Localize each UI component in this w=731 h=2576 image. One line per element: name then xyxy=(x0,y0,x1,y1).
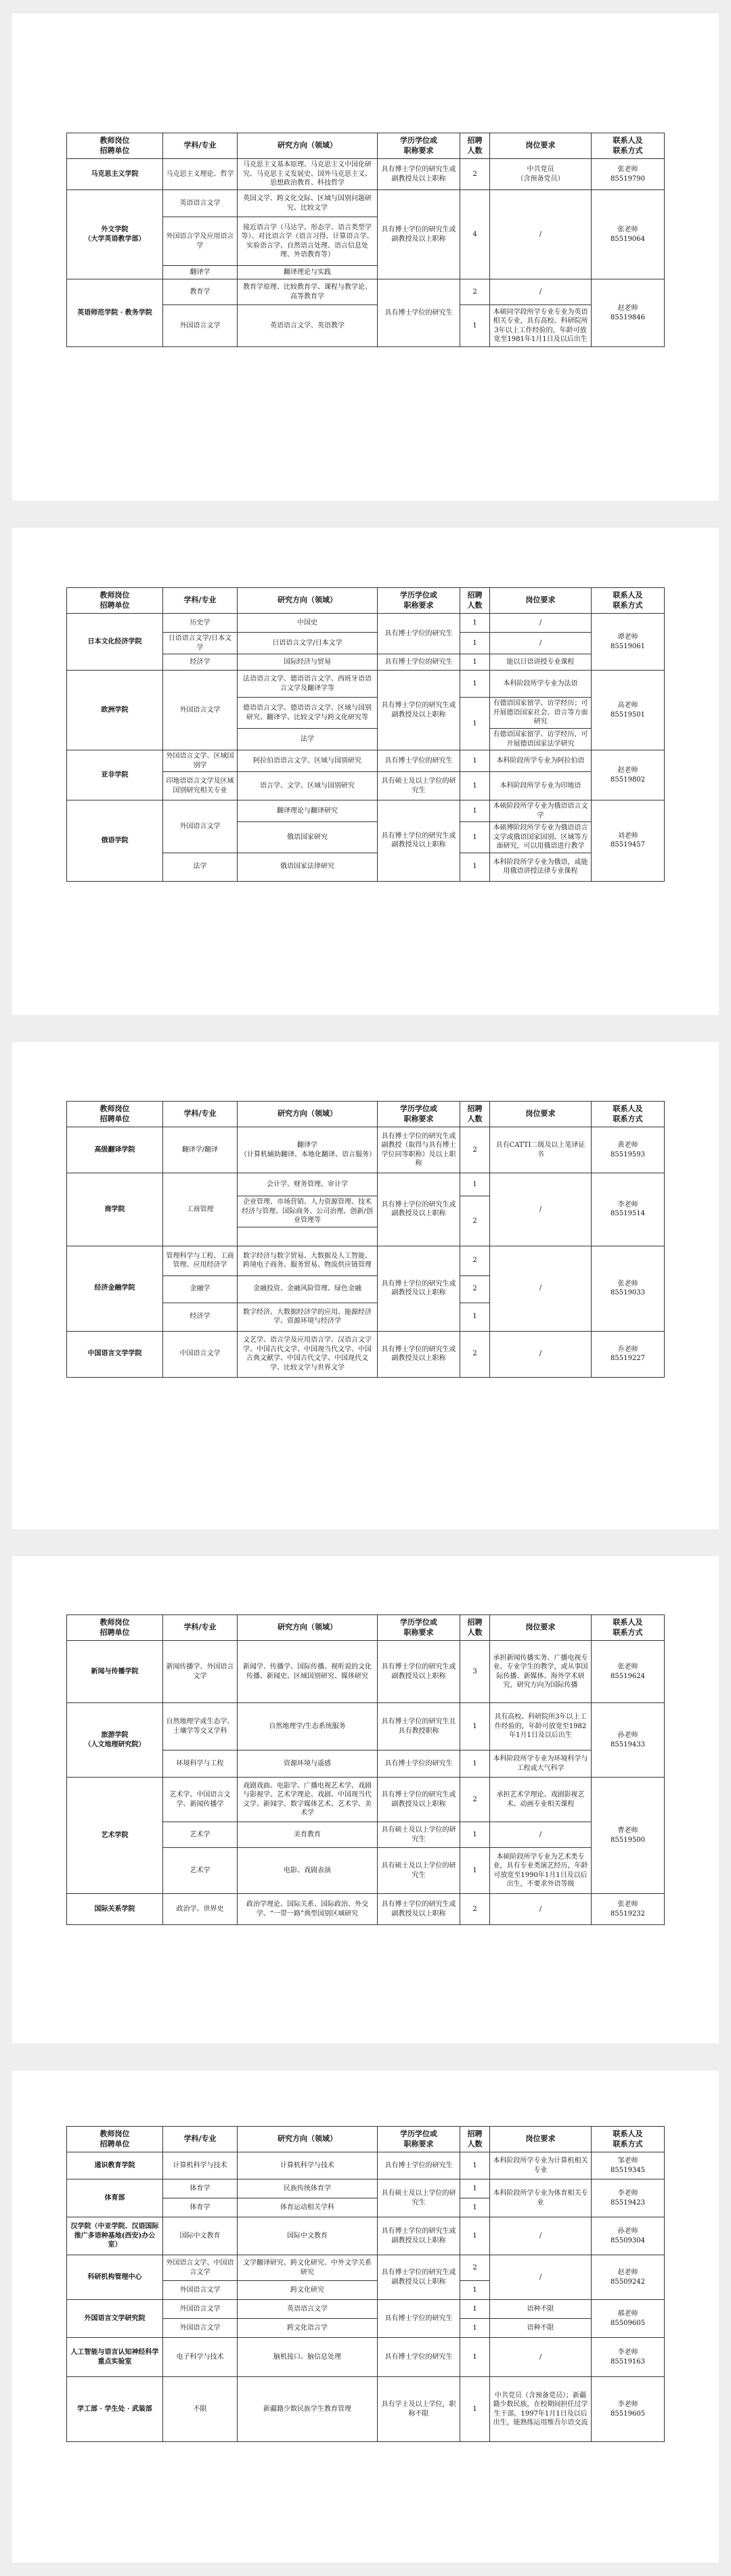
table-cell: 曹老师 85519500 xyxy=(592,1778,665,1894)
table-cell: 张老师 85519624 xyxy=(592,1641,665,1703)
table-cell: 具有博士学位的研究生或副教授及以上职称 xyxy=(378,671,460,750)
table-cell: 1 xyxy=(460,2338,490,2377)
table-row xyxy=(67,1703,665,1750)
table-cell: 张老师 85519033 xyxy=(592,1246,665,1331)
unit-cell: 商学院 xyxy=(67,1173,163,1246)
table-cell: 2 xyxy=(460,1894,490,1925)
table-cell: 体育学 xyxy=(163,2179,238,2198)
table-cell: 中国语言文学 xyxy=(163,1331,238,1377)
table-cell: 中共党员（含预备党员）；新疆籍少数民族，在校期间担任过学生干部，1997年1月1日及以后出生，能熟练运用维吾尔语交流 xyxy=(490,2377,592,2442)
table-cell: 黄老师 85519593 xyxy=(592,1127,665,1173)
table-cell: 本科阶段所学专业为计算机相关专业 xyxy=(490,2152,592,2179)
table-cell: 1 xyxy=(460,2179,490,2198)
table-cell: 翻译理论与翻译研究 xyxy=(238,800,378,822)
table-cell: 1 xyxy=(460,654,490,671)
table-cell: 本科阶段所学专业为阿拉伯语 xyxy=(490,750,592,772)
table-cell: 跨文化语言学 xyxy=(238,2319,378,2338)
table-cell: 1 xyxy=(460,671,490,698)
table-row xyxy=(67,2338,665,2377)
recruitment-table xyxy=(66,1101,665,1378)
table-cell: / xyxy=(490,633,592,654)
table-cell: 资源环境与遥感 xyxy=(238,1750,378,1778)
header-count: 招聘 人数 xyxy=(460,133,490,159)
table-cell: 1 xyxy=(460,772,490,800)
table-cell: 具有博士学位的研究生 xyxy=(378,1750,460,1778)
table-row xyxy=(67,800,665,822)
table-cell: / xyxy=(490,1894,592,1925)
header-requirement: 岗位要求 xyxy=(490,1615,592,1641)
table-row xyxy=(67,1331,665,1377)
table-cell: 德语语言文学、德语语言文学、区域与国别研究、翻译学、比较文学与跨文化研究等 xyxy=(238,698,378,729)
table-cell: 中国史 xyxy=(238,614,378,633)
table-cell: 日语语言文学/日本文学 xyxy=(163,633,238,654)
unit-cell: 俄语学院 xyxy=(67,800,163,882)
table-cell: 语种不限 xyxy=(490,2319,592,2338)
table-row xyxy=(67,1246,665,1275)
table-cell: 本科阶段所学专业为体育相关专业 xyxy=(490,2179,592,2217)
table-cell: 李老师 85519605 xyxy=(592,2377,665,2442)
document-page xyxy=(12,2071,719,2562)
table-cell: / xyxy=(490,279,592,305)
table-row xyxy=(67,1894,665,1925)
table-header-row xyxy=(67,133,665,159)
table-cell: 具有博士学位的研究生 xyxy=(378,614,460,654)
table-cell: 戏剧戏曲、电影学、广播电视艺术学、戏剧与影视学、艺术学理论、戏剧、中国现当代文学、新闻学、数字媒体艺术、艺术学、美术学 xyxy=(238,1778,378,1822)
header-contact: 联系人及 联系方式 xyxy=(592,2127,665,2152)
table-cell: 1 xyxy=(460,633,490,654)
unit-cell: 人工智能与语言认知神经科学重点实验室 xyxy=(67,2338,163,2377)
table-cell: 4 xyxy=(460,190,490,279)
table-cell: 外国语言文学 xyxy=(163,2281,238,2300)
table-cell: 经济学 xyxy=(163,654,238,671)
table-cell: 赵老师 85519802 xyxy=(592,750,665,800)
recruitment-table xyxy=(66,1614,665,1925)
recruitment-table xyxy=(66,133,665,347)
header-contact: 联系人及 联系方式 xyxy=(592,1615,665,1641)
table-row xyxy=(67,190,665,217)
table-cell: 1 xyxy=(460,614,490,633)
document-page xyxy=(12,1042,719,1529)
table-cell: 国际经济与贸易 xyxy=(238,654,378,671)
table-cell: 1 xyxy=(460,305,490,347)
table-cell: 2 xyxy=(460,1778,490,1822)
header-degree: 学历学位或 职称要求 xyxy=(378,1615,460,1641)
document-page xyxy=(12,1556,719,2043)
table-cell: 1 xyxy=(460,750,490,772)
header-requirement: 岗位要求 xyxy=(490,1102,592,1127)
table-cell: 法语语言文学、德语语言文学、西班牙语语言文学及翻译学等 xyxy=(238,671,378,698)
table-header-row xyxy=(67,588,665,614)
table-row xyxy=(67,1127,665,1173)
unit-cell: 外文学院 （大学英语教学部） xyxy=(67,190,163,279)
table-cell: 郝老师 85509605 xyxy=(592,2300,665,2338)
table-cell: 外国语言文学 xyxy=(163,305,238,347)
table-cell: 1 xyxy=(460,1303,490,1331)
table-cell: 1 xyxy=(460,1848,490,1894)
table-cell: 具有博士学位的研究生或副教授及以上职称 xyxy=(378,1641,460,1703)
table-cell: 具有博士学位的研究生或副教授及以上职称 xyxy=(378,2255,460,2300)
table-cell: 孙老师 85519433 xyxy=(592,1703,665,1778)
table-row xyxy=(67,1641,665,1703)
table-cell: 政治学理论、国际关系、国际政治、外交学、“一带一路”典型国别区域研究 xyxy=(238,1894,378,1925)
table-cell: 工商管理 xyxy=(163,1173,238,1246)
unit-cell: 体育部 xyxy=(67,2179,163,2217)
table-cell: 1 xyxy=(460,2217,490,2255)
table-cell: 本科阶段所学专业为法语 xyxy=(490,671,592,698)
table-cell: 政治学、世界史 xyxy=(163,1894,238,1925)
table-cell: / xyxy=(490,2217,592,2255)
table-cell: 具有博士学位的研究生 xyxy=(378,654,460,671)
table-row xyxy=(67,159,665,190)
table-cell: 具有博士学位的研究生 xyxy=(378,2300,460,2338)
table-cell: 英语语言文学、英语教学 xyxy=(238,305,378,347)
table-cell: 乔老师 85519227 xyxy=(592,1331,665,1377)
header-degree: 学历学位或 职称要求 xyxy=(378,588,460,614)
table-cell: 有德语国家留学、访学经历；可开展德语国家社会、语言等方面研究 xyxy=(490,698,592,729)
unit-cell: 外国语言文学研究院 xyxy=(67,2300,163,2338)
table-cell: 2 xyxy=(460,1196,490,1246)
header-subject: 学科/专业 xyxy=(163,1615,238,1641)
table-cell: 1 xyxy=(460,2300,490,2319)
table-cell: 1 xyxy=(460,2281,490,2300)
table-cell: 环境科学与工程 xyxy=(163,1750,238,1778)
table-cell: / xyxy=(490,614,592,633)
table-cell: 自然地理学/生态系统服务 xyxy=(238,1703,378,1750)
header-count: 招聘 人数 xyxy=(460,1102,490,1127)
table-cell: 1 xyxy=(460,800,490,822)
table-cell: 2 xyxy=(460,1246,490,1275)
header-research: 研究方向（领域） xyxy=(238,133,378,159)
table-row xyxy=(67,2377,665,2442)
recruitment-table xyxy=(66,2126,665,2442)
table-cell: 有德语国家留学、访学经历，可开展德语国家法学研究 xyxy=(490,729,592,750)
table-cell: 外国语言文学 xyxy=(163,2319,238,2338)
table-cell: 具有学士及以上学位，职称不限 xyxy=(378,2377,460,2442)
table-cell: 翻译学 xyxy=(163,266,238,279)
header-count: 招聘 人数 xyxy=(460,2127,490,2152)
table-cell: 1 xyxy=(460,822,490,853)
table-cell: 李老师 85519514 xyxy=(592,1173,665,1246)
table-cell: 历史学 xyxy=(163,614,238,633)
table-cell: 语言学、文学、区域与国别研究 xyxy=(238,772,378,800)
table-cell: 具有博士学位的研究生且具有教授职称 xyxy=(378,1703,460,1750)
table-row xyxy=(67,2179,665,2198)
header-unit: 教师岗位 招聘单位 xyxy=(67,1615,163,1641)
table-cell: 翻译学/翻译 xyxy=(163,1127,238,1173)
table-cell: 张老师 85519232 xyxy=(592,1894,665,1925)
table-cell: 中共党员 （含预备党员） xyxy=(490,159,592,190)
table-cell: 英语语言文学 xyxy=(163,190,238,217)
header-requirement: 岗位要求 xyxy=(490,133,592,159)
header-requirement: 岗位要求 xyxy=(490,588,592,614)
table-cell: 民族传统体育学 xyxy=(238,2179,378,2198)
table-cell: 具有博士学位的研究生或副教授及以上职称 xyxy=(378,1331,460,1377)
table-row xyxy=(67,2300,665,2319)
table-row xyxy=(67,2152,665,2179)
table-cell: 本硕阶段所学专业为俄语语言文学 xyxy=(490,800,592,822)
header-unit: 教师岗位 招聘单位 xyxy=(67,588,163,614)
table-cell: 具有博士学位的研究生或副教授及以上职称 xyxy=(378,1246,460,1331)
table-cell: 日语语言文学/日本文学 xyxy=(238,633,378,654)
table-cell: 张老师 85519064 xyxy=(592,190,665,279)
table-cell: 具有CATTI二级及以上笔译证书 xyxy=(490,1127,592,1173)
table-cell: 企业管理、市场营销、人力资源管理、技术经济与管理、国际商务、公司治理、创新/创业管理等 xyxy=(238,1196,378,1227)
unit-cell: 通识教育学院 xyxy=(67,2152,163,2179)
table-cell: 本硕博阶段所学专业为俄语语言文学或俄语国家国别、区域等方面研究，可以用俄语进行教学 xyxy=(490,822,592,853)
table-cell: / xyxy=(490,1822,592,1848)
table-row xyxy=(67,1173,665,1196)
table-cell: 脑机接口、脑信息处理 xyxy=(238,2338,378,2377)
table-header-row xyxy=(67,2127,665,2152)
table-cell: 具有博士学位的研究生 xyxy=(378,2338,460,2377)
table-cell: 印地语语言文学及区域国别研究相关专业 xyxy=(163,772,238,800)
table-cell: 马克思主义基本原理、马克思主义中国化研究、马克思主义发展史、国外马克思主义、思想政治教育、科技哲学 xyxy=(238,159,378,190)
table-cell: 英语语言文学 xyxy=(238,2300,378,2319)
table-cell: 本硕阶段所学专业为艺术类专业，具有专业类演艺经历，年龄可放宽至1990年1月1日及以后出生，不要求外语等级 xyxy=(490,1848,592,1894)
table-cell: 文学翻译研究、跨文化研究、中外文学关系研究 xyxy=(238,2255,378,2281)
header-subject: 学科/专业 xyxy=(163,1102,238,1127)
table-row xyxy=(67,2217,665,2255)
table-cell: / xyxy=(490,2338,592,2377)
header-degree: 学历学位或 职称要求 xyxy=(378,133,460,159)
unit-cell: 马克思主义学院 xyxy=(67,159,163,190)
unit-cell: 汉学院（中亚学院、汉语国际推广多语种基地(西安)办公室） xyxy=(67,2217,163,2255)
table-cell: / xyxy=(490,1173,592,1246)
table-cell: 国际中文教育 xyxy=(238,2217,378,2255)
table-cell: 具有博士学位的研究生或副教授（取得与具有博士学位同等职称）及以上职称 xyxy=(378,1127,460,1173)
table-cell: 具有博士学位的研究生 xyxy=(378,279,460,347)
table-cell: 1 xyxy=(460,1822,490,1848)
table-cell: / xyxy=(490,1246,592,1331)
table-row xyxy=(67,750,665,772)
table-cell: 3 xyxy=(460,1641,490,1703)
table-cell: 1 xyxy=(460,2198,490,2217)
table-cell: 本科阶段所学专业为环境科学与工程或大气科学 xyxy=(490,1750,592,1778)
unit-cell: 科研机构管理中心 xyxy=(67,2255,163,2300)
document-page xyxy=(12,528,719,1015)
unit-cell: 国际关系学院 xyxy=(67,1894,163,1925)
unit-cell: 艺术学院 xyxy=(67,1778,163,1894)
table-row xyxy=(67,614,665,633)
table-cell: 电子科学与技术 xyxy=(163,2338,238,2377)
table-cell: 具有博士学位的研究生或副教授及以上职称 xyxy=(378,800,460,882)
table-cell: 外国语言文学 xyxy=(163,800,238,853)
unit-cell: 英语师范学院 · 教务学院 xyxy=(67,279,163,347)
unit-cell: 日本文化经济学院 xyxy=(67,614,163,671)
table-cell: 计算机科学与技术 xyxy=(238,2152,378,2179)
header-count: 招聘 人数 xyxy=(460,1615,490,1641)
table-cell: 外国语言文学 xyxy=(163,671,238,750)
table-cell: 具有博士学位的研究生 xyxy=(378,2152,460,2179)
table-cell: 英国文学、跨文化交际、区域与国别问题研究、比较文学 xyxy=(238,190,378,217)
table-cell: / xyxy=(490,190,592,279)
header-degree: 学历学位或 职称要求 xyxy=(378,1102,460,1127)
table-cell: 国际中文教育 xyxy=(163,2217,238,2255)
table-cell: 翻译理论与实践 xyxy=(238,266,378,279)
table-cell: 会计学、财务管理、审计学 xyxy=(238,1173,378,1196)
table-cell: 孙老师 85509304 xyxy=(592,2217,665,2255)
table-cell: 管理科学与工程、工商管理、应用经济学 xyxy=(163,1246,238,1275)
table-cell: 具有硕士及以上学位的研究生 xyxy=(378,2179,460,2217)
table-cell: 外国语言文学 xyxy=(163,2300,238,2319)
table-cell: 张老师 85519790 xyxy=(592,159,665,190)
table-cell: 外国语言文学、中国语言文学 xyxy=(163,2255,238,2281)
unit-cell: 欧洲学院 xyxy=(67,671,163,750)
table-cell: 本硕同学段所学专业专业为英语相关专业，具有高校、科研院所3年以上工作经验的，年龄可放宽至1981年1月1日及以后出生 xyxy=(490,305,592,347)
table-cell: 新闻学、传播学、国际传播、视听说的文化传播、新闻史、区域国别研究、媒体研究 xyxy=(238,1641,378,1703)
table-cell: 法学 xyxy=(163,853,238,881)
table-cell: 赵老师 85509242 xyxy=(592,2255,665,2300)
unit-cell: 学工部 · 学生处 · 武装部 xyxy=(67,2377,163,2442)
table-cell: 具有博士学位的研究生或副教授及以上职称 xyxy=(378,190,460,279)
table-cell: 新闻传播学、外国语言文学 xyxy=(163,1641,238,1703)
table-cell: 1 xyxy=(460,1173,490,1196)
table-cell: 1 xyxy=(460,2152,490,2179)
table-header-row xyxy=(67,1102,665,1127)
table-cell: 法学 xyxy=(238,729,378,750)
table-cell: 高老师 85519501 xyxy=(592,671,665,750)
header-subject: 学科/专业 xyxy=(163,133,238,159)
header-contact: 联系人及 联系方式 xyxy=(592,133,665,159)
table-cell: 能以日语讲授专业课程 xyxy=(490,654,592,671)
table-cell: 经济学 xyxy=(163,1303,238,1331)
table-cell: 电影、戏剧表演 xyxy=(238,1848,378,1894)
table-cell: 具有博士学位的研究生 xyxy=(378,750,460,772)
table-row xyxy=(67,2255,665,2281)
header-degree: 学历学位或 职称要求 xyxy=(378,2127,460,2152)
table-cell: 外国语言学及应用语言学 xyxy=(163,217,238,266)
header-research: 研究方向（领域） xyxy=(238,588,378,614)
table-cell: 翻译学 （计算机辅助翻译、本地化翻译、语言服务） xyxy=(238,1127,378,1173)
table-cell: 计算机科学与技术 xyxy=(163,2152,238,2179)
table-cell: / xyxy=(490,1331,592,1377)
table-cell: 李老师 85519163 xyxy=(592,2338,665,2377)
table-cell: 2 xyxy=(460,1127,490,1173)
table-cell: 1 xyxy=(460,1750,490,1778)
table-cell: 具有博士学位的研究生或副教授及以上职称 xyxy=(378,1173,460,1246)
table-cell: 俄语国家研究 xyxy=(238,822,378,853)
table-cell: 教育学原理、比较教育学、课程与教学论、高等教育学 xyxy=(238,279,378,305)
table-cell: 美育教育 xyxy=(238,1822,378,1848)
table-cell: 1 xyxy=(460,853,490,881)
table-cell: 承担艺术学理论、戏剧影视艺术、动画专业相关课程 xyxy=(490,1778,592,1822)
table-cell: 邹老师 85519345 xyxy=(592,2152,665,2179)
table-cell: 语种不限 xyxy=(490,2300,592,2319)
table-cell: 数字经济与数字贸易、大数据及人工智能、跨境电子商务、服务贸易、物流供应链管理 xyxy=(238,1246,378,1275)
table-cell: 2 xyxy=(460,159,490,190)
unit-cell: 经济金融学院 xyxy=(67,1246,163,1331)
unit-cell: 新闻与传播学院 xyxy=(67,1641,163,1703)
unit-cell: 中国语言文学学院 xyxy=(67,1331,163,1377)
table-cell: 数字经济、大数据经济学的应用、能源经济学、资源环境与经济学 xyxy=(238,1303,378,1331)
unit-cell: 旅游学院 （人文地理研究院） xyxy=(67,1703,163,1778)
header-research: 研究方向（领域） xyxy=(238,1102,378,1127)
table-cell: 教育学 xyxy=(163,279,238,305)
table-cell: 1 xyxy=(460,2377,490,2442)
table-row xyxy=(67,671,665,698)
table-cell: 艺术学 xyxy=(163,1848,238,1894)
header-unit: 教师岗位 招聘单位 xyxy=(67,2127,163,2152)
table-cell: 2 xyxy=(460,279,490,305)
header-subject: 学科/专业 xyxy=(163,2127,238,2152)
table-row xyxy=(67,279,665,305)
table-cell: 2 xyxy=(460,2255,490,2281)
table-cell: 马克思主义理论、哲学 xyxy=(163,159,238,190)
table-cell: 具有博士学位的研究生或副教授及以上职称 xyxy=(378,1778,460,1822)
table-cell: 李老师 85519423 xyxy=(592,2179,665,2217)
table-cell: 文艺学、语言学及应用语言学、汉语言文字学、中国古代文学、中国现当代文学、中国古典文献学、中国古代文学、中国现代文学、比较文学与世界文学 xyxy=(238,1331,378,1377)
table-cell: 1 xyxy=(460,2319,490,2338)
table-cell: 1 xyxy=(460,698,490,750)
table-cell: 具有高校、科研院所3年以上工作经验的，年龄可放宽至1982年1月1日及以后出生 xyxy=(490,1703,592,1750)
table-cell: 接近语言学（马达学、形态学、语言类型学等）、对比语言学（语言习得、计算语言学、实验语言学、自然语言处理、语言信息处理、外语教育等） xyxy=(238,217,378,266)
table-cell: 承担新闻传播实务、广播电视专业、专业学生的教学，或从事国际传播、新媒体、海外学术研究，研究方向为国际传播 xyxy=(490,1641,592,1703)
header-requirement: 岗位要求 xyxy=(490,2127,592,2152)
table-cell: 刘老师 85519457 xyxy=(592,800,665,882)
table-cell: 跨文化研究 xyxy=(238,2281,378,2300)
table-cell: 艺术学 xyxy=(163,1822,238,1848)
header-subject: 学科/专业 xyxy=(163,588,238,614)
header-unit: 教师岗位 招聘单位 xyxy=(67,133,163,159)
unit-cell: 高级翻译学院 xyxy=(67,1127,163,1173)
header-contact: 联系人及 联系方式 xyxy=(592,1102,665,1127)
table-cell: 俄语国家法律研究 xyxy=(238,853,378,881)
recruitment-table xyxy=(66,587,665,882)
table-cell: 具有硕士及以上学位的研究生 xyxy=(378,1848,460,1894)
table-cell: 本科阶段所学专业为俄语，或能用俄语讲授法律专业课程 xyxy=(490,853,592,881)
table-cell: 2 xyxy=(460,1331,490,1377)
unit-cell: 亚非学院 xyxy=(67,750,163,800)
table-cell: 具有硕士及以上学位的研究生 xyxy=(378,1822,460,1848)
table-cell: 金融投资、金融风险管理、绿色金融 xyxy=(238,1275,378,1303)
table-cell: 具有硕士及以上学位的研究生 xyxy=(378,772,460,800)
table-cell: 阿拉伯语语言文学、区域与国别研究 xyxy=(238,750,378,772)
table-cell: 新疆籍少数民族学生教育管理 xyxy=(238,2377,378,2442)
table-header-row xyxy=(67,1615,665,1641)
document-page xyxy=(12,14,719,501)
table-cell: 赵老师 85519846 xyxy=(592,279,665,347)
table-cell: 本科阶段所学专业为印地语 xyxy=(490,772,592,800)
table-cell: 体育运动相关学科 xyxy=(238,2198,378,2217)
table-cell: 具有博士学位的研究生或副教授及以上职称 xyxy=(378,159,460,190)
header-unit: 教师岗位 招聘单位 xyxy=(67,1102,163,1127)
header-contact: 联系人及 联系方式 xyxy=(592,588,665,614)
table-cell: 2 xyxy=(460,1275,490,1303)
table-cell: 1 xyxy=(460,1703,490,1750)
table-cell xyxy=(238,1227,378,1246)
table-cell: 外国语言文学、区域国别学 xyxy=(163,750,238,772)
table-cell: 具有博士学位的研究生或副教授及以上职称 xyxy=(378,2217,460,2255)
table-row xyxy=(67,1778,665,1822)
table-cell: 不限 xyxy=(163,2377,238,2442)
table-cell: 体育学 xyxy=(163,2198,238,2217)
table-cell: 谭老师 85519061 xyxy=(592,614,665,671)
table-cell: / xyxy=(490,2255,592,2300)
table-cell: 具有博士学位的研究生或副教授及以上职称 xyxy=(378,1894,460,1925)
table-cell: 自然地理学或生态学、土壤学等交叉学科 xyxy=(163,1703,238,1750)
header-research: 研究方向（领域） xyxy=(238,1615,378,1641)
table-cell: 金融学 xyxy=(163,1275,238,1303)
header-research: 研究方向（领域） xyxy=(238,2127,378,2152)
table-cell: 艺术学、中国语言文学、新闻传播学 xyxy=(163,1778,238,1822)
header-count: 招聘 人数 xyxy=(460,588,490,614)
